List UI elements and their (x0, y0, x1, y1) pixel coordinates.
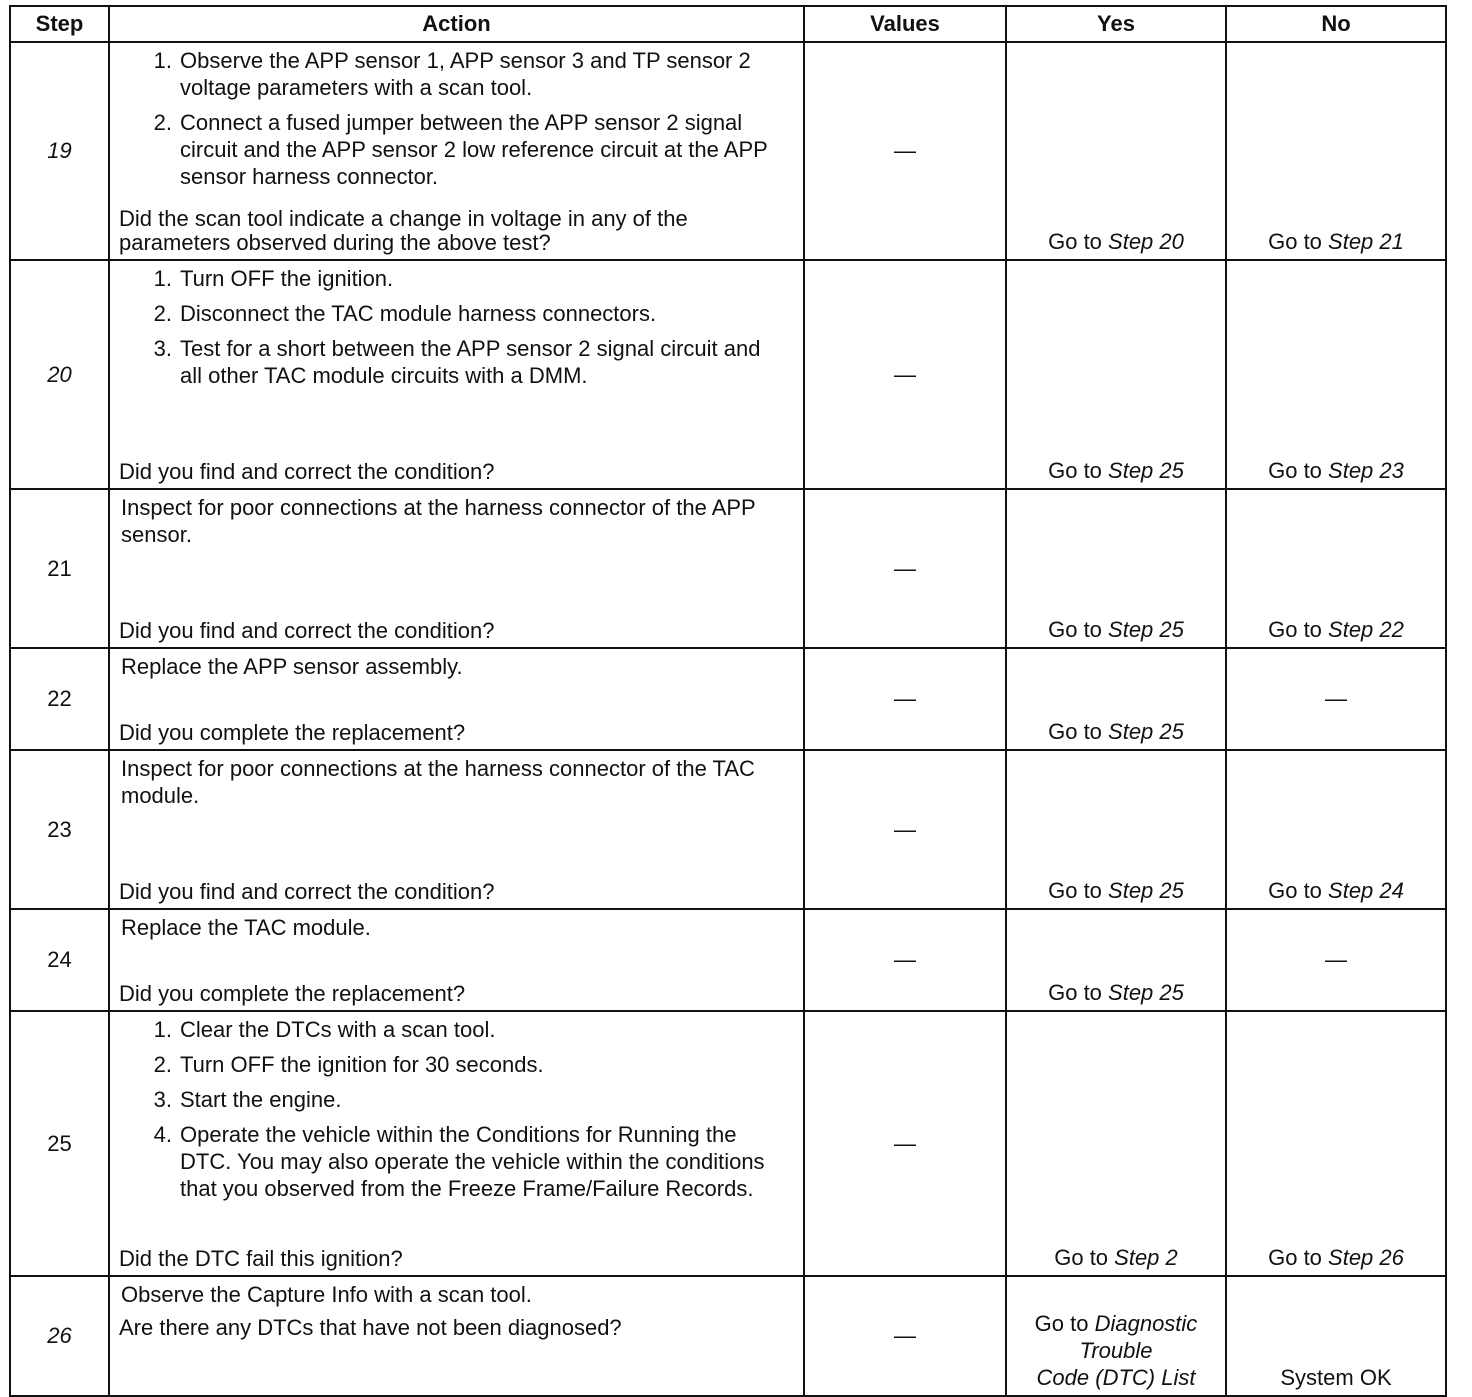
table-row (10, 1276, 1446, 1396)
no-cell (1226, 260, 1446, 489)
yes-goto: Go to Step 20 (1048, 229, 1184, 254)
yes-goto: Go to Step 25 (1048, 719, 1184, 744)
action-steps (110, 43, 803, 190)
header-action: Action (109, 6, 804, 42)
yes-cell (1006, 42, 1226, 260)
values-cell: — (804, 750, 1006, 909)
action-step: 1. Observe the APP sensor 1, APP sensor 3 and TP sensor 2 voltage parameters with a scan tool. (153, 48, 751, 100)
table-row (10, 1011, 1446, 1276)
step-number: 23 (10, 750, 109, 909)
action-cell (109, 1276, 804, 1396)
action-cell (109, 260, 804, 489)
action-steps (110, 1012, 803, 1202)
action-text: Observe the Capture Info with a scan tool. (121, 1282, 532, 1307)
action-text: Replace the APP sensor assembly. (121, 654, 463, 679)
action-steps (110, 261, 803, 389)
no-cell (1226, 909, 1446, 1011)
no-cell (1226, 1276, 1446, 1396)
action-step: 1. Turn OFF the ignition. (153, 266, 394, 291)
yes-cell (1006, 489, 1226, 648)
yes-goto: Go to Step 25 (1048, 458, 1184, 483)
no-cell (1226, 42, 1446, 260)
action-step: 2. Turn OFF the ignition for 30 seconds. (153, 1052, 544, 1077)
action-question: Did you complete the replacement? (119, 981, 466, 1006)
action-text: Inspect for poor connections at the harness connector of the TAC module. (121, 756, 755, 808)
action-question: Did you complete the replacement? (119, 720, 466, 745)
step-number: 26 (10, 1276, 109, 1396)
step-number: 24 (10, 909, 109, 1011)
action-text: Replace the TAC module. (121, 915, 371, 940)
header-values: Values (804, 6, 1006, 42)
no-cell (1226, 1011, 1446, 1276)
no-goto: Go to Step 22 (1268, 617, 1404, 642)
table-row (10, 648, 1446, 750)
yes-cell (1006, 750, 1226, 909)
action-step: 3. Test for a short between the APP sensor 2 signal circuit and all other TAC module circuits with a DMM. (153, 336, 761, 388)
no-goto: Go to Step 21 (1268, 229, 1404, 254)
yes-cell (1006, 909, 1226, 1011)
action-step: 2. Disconnect the TAC module harness connectors. (153, 301, 657, 326)
values-cell: — (804, 42, 1006, 260)
action-cell (109, 750, 804, 909)
no-cell (1226, 648, 1446, 750)
action-text: Inspect for poor connections at the harness connector of the APP sensor. (121, 495, 756, 547)
yes-goto: Go to Step 2 (1054, 1245, 1178, 1270)
header-no: No (1226, 6, 1446, 42)
action-step: 1. Clear the DTCs with a scan tool. (153, 1017, 496, 1042)
no-cell (1226, 750, 1446, 909)
action-cell (109, 42, 804, 260)
values-cell: — (804, 909, 1006, 1011)
action-cell (109, 489, 804, 648)
no-dash: — (1325, 947, 1347, 972)
no-cell (1226, 489, 1446, 648)
no-result: System OK (1280, 1365, 1392, 1390)
header-row (10, 6, 1446, 42)
yes-cell (1006, 1276, 1226, 1396)
action-step: 2. Connect a fused jumper between the APP sensor 2 signal circuit and the APP sensor 2 low reference circuit at the APP sensor harness connector. (153, 110, 768, 189)
header-step: Step (10, 6, 109, 42)
values-cell: — (804, 1011, 1006, 1276)
table-row (10, 489, 1446, 648)
values-cell: — (804, 1276, 1006, 1396)
action-question: Did the DTC fail this ignition? (119, 1246, 403, 1271)
table-row (10, 42, 1446, 260)
no-goto: Go to Step 23 (1268, 458, 1404, 483)
yes-goto: Go to Diagnostic Trouble Code (DTC) List (1034, 1311, 1198, 1390)
values-cell: — (804, 260, 1006, 489)
action-step: 3. Start the engine. (153, 1087, 342, 1112)
yes-goto: Go to Step 25 (1048, 980, 1184, 1005)
table-row (10, 909, 1446, 1011)
no-dash: — (1325, 686, 1347, 711)
action-cell (109, 648, 804, 750)
step-number: 22 (10, 648, 109, 750)
step-number: 20 (10, 260, 109, 489)
no-goto: Go to Step 24 (1268, 878, 1404, 903)
table-row (10, 260, 1446, 489)
yes-cell (1006, 648, 1226, 750)
yes-goto: Go to Step 25 (1048, 878, 1184, 903)
action-question: Did the scan tool indicate a change in voltage in any of the parameters observed during the above test? (119, 206, 688, 255)
table-row (10, 750, 1446, 909)
header-yes: Yes (1006, 6, 1226, 42)
step-number: 21 (10, 489, 109, 648)
action-question: Are there any DTCs that have not been diagnosed? (119, 1315, 622, 1340)
yes-cell (1006, 1011, 1226, 1276)
action-question: Did you find and correct the condition? (119, 618, 495, 643)
yes-cell (1006, 260, 1226, 489)
action-step: 4. Operate the vehicle within the Conditions for Running the DTC. You may also operate the vehicle within the conditions that you observed from the Freeze Frame/Failure Records. (153, 1122, 765, 1201)
values-cell: — (804, 489, 1006, 648)
no-goto: Go to Step 26 (1268, 1245, 1404, 1270)
diagnostic-table (9, 5, 1447, 1397)
action-cell (109, 909, 804, 1011)
action-question: Did you find and correct the condition? (119, 459, 495, 484)
step-number: 19 (10, 42, 109, 260)
step-number: 25 (10, 1011, 109, 1276)
action-question: Did you find and correct the condition? (119, 879, 495, 904)
yes-goto: Go to Step 25 (1048, 617, 1184, 642)
action-cell (109, 1011, 804, 1276)
values-cell: — (804, 648, 1006, 750)
